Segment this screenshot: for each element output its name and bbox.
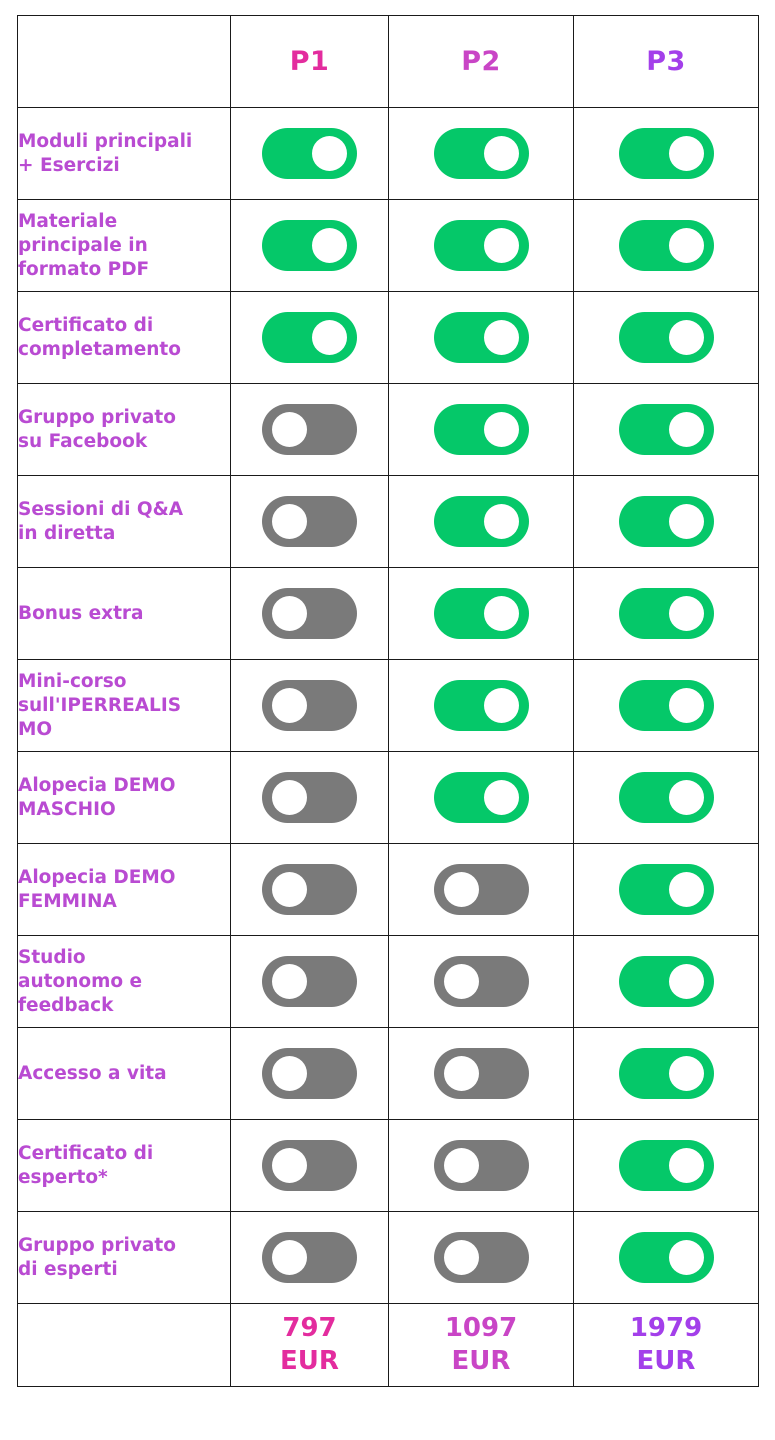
toggle-cell-p3	[574, 1120, 759, 1212]
toggle-knob	[669, 136, 704, 171]
toggle-knob	[272, 964, 307, 999]
feature-toggle[interactable]	[262, 312, 357, 363]
toggle-cell-p1	[231, 752, 389, 844]
toggle-knob	[484, 320, 519, 355]
toggle-knob	[444, 1148, 479, 1183]
feature-toggle[interactable]	[619, 680, 714, 731]
feature-row	[18, 568, 759, 660]
feature-label: Moduli principali + Esercizi	[18, 108, 231, 200]
feature-toggle[interactable]	[262, 956, 357, 1007]
feature-row	[18, 108, 759, 200]
price-cell-p2	[389, 1304, 574, 1387]
toggle-cell-p1	[231, 844, 389, 936]
toggle-cell-p1	[231, 384, 389, 476]
toggle-knob	[484, 228, 519, 263]
toggle-cell-p2	[389, 660, 574, 752]
feature-label: Gruppo privato su Facebook	[18, 384, 231, 476]
feature-row	[18, 476, 759, 568]
price-empty-cell	[18, 1304, 231, 1387]
toggle-cell-p3	[574, 1028, 759, 1120]
toggle-cell-p2	[389, 936, 574, 1028]
feature-row	[18, 844, 759, 936]
plan-header-p1: P1	[231, 16, 389, 108]
toggle-knob	[669, 964, 704, 999]
feature-toggle[interactable]	[619, 312, 714, 363]
price-currency: EUR	[280, 1346, 339, 1376]
feature-toggle[interactable]	[262, 772, 357, 823]
pricing-table	[17, 15, 759, 1387]
plan-header-p3: P3	[574, 16, 759, 108]
feature-toggle[interactable]	[619, 128, 714, 179]
feature-row	[18, 292, 759, 384]
toggle-knob	[312, 136, 347, 171]
toggle-cell-p2	[389, 844, 574, 936]
pricing-table-body	[18, 16, 759, 1387]
toggle-cell-p2	[389, 568, 574, 660]
feature-toggle[interactable]	[619, 956, 714, 1007]
feature-toggle[interactable]	[262, 680, 357, 731]
toggle-knob	[272, 1240, 307, 1275]
toggle-cell-p2	[389, 1028, 574, 1120]
feature-toggle[interactable]	[434, 864, 529, 915]
feature-toggle[interactable]	[434, 772, 529, 823]
feature-toggle[interactable]	[262, 588, 357, 639]
toggle-cell-p2	[389, 476, 574, 568]
toggle-knob	[272, 780, 307, 815]
toggle-knob	[484, 412, 519, 447]
toggle-cell-p3	[574, 476, 759, 568]
feature-toggle[interactable]	[434, 1140, 529, 1191]
toggle-knob	[484, 688, 519, 723]
feature-row	[18, 752, 759, 844]
feature-toggle[interactable]	[619, 1140, 714, 1191]
price-cell-p3	[574, 1304, 759, 1387]
toggle-knob	[669, 872, 704, 907]
feature-toggle[interactable]	[262, 864, 357, 915]
price-currency: EUR	[451, 1346, 511, 1376]
toggle-cell-p2	[389, 752, 574, 844]
toggle-cell-p1	[231, 200, 389, 292]
feature-toggle[interactable]	[619, 220, 714, 271]
toggle-cell-p1	[231, 936, 389, 1028]
feature-toggle[interactable]	[434, 680, 529, 731]
toggle-knob	[444, 872, 479, 907]
feature-toggle[interactable]	[619, 404, 714, 455]
toggle-cell-p1	[231, 1120, 389, 1212]
toggle-knob	[484, 780, 519, 815]
feature-toggle[interactable]	[262, 128, 357, 179]
toggle-cell-p3	[574, 660, 759, 752]
toggle-cell-p3	[574, 568, 759, 660]
toggle-knob	[669, 596, 704, 631]
toggle-knob	[484, 136, 519, 171]
feature-label: Bonus extra	[18, 568, 231, 660]
toggle-knob	[484, 596, 519, 631]
feature-toggle[interactable]	[434, 588, 529, 639]
feature-toggle[interactable]	[434, 128, 529, 179]
toggle-knob	[669, 504, 704, 539]
toggle-cell-p3	[574, 936, 759, 1028]
toggle-cell-p1	[231, 1028, 389, 1120]
feature-toggle[interactable]	[434, 496, 529, 547]
feature-row	[18, 384, 759, 476]
feature-label: Studio autonomo e feedback	[18, 936, 231, 1028]
price-row	[18, 1304, 759, 1387]
feature-toggle[interactable]	[434, 312, 529, 363]
plan-header-p2: P2	[389, 16, 574, 108]
toggle-cell-p1	[231, 108, 389, 200]
price-value: 1979	[629, 1313, 703, 1343]
toggle-knob	[312, 320, 347, 355]
feature-row	[18, 660, 759, 752]
feature-toggle[interactable]	[262, 496, 357, 547]
toggle-cell-p3	[574, 200, 759, 292]
toggle-cell-p1	[231, 568, 389, 660]
feature-toggle[interactable]	[619, 1232, 714, 1283]
toggle-cell-p1	[231, 476, 389, 568]
toggle-knob	[669, 780, 704, 815]
toggle-cell-p3	[574, 1212, 759, 1304]
toggle-knob	[312, 228, 347, 263]
feature-label: Sessioni di Q&A in diretta	[18, 476, 231, 568]
toggle-cell-p2	[389, 384, 574, 476]
price-value: 797	[282, 1313, 337, 1343]
feature-label: Alopecia DEMO FEMMINA	[18, 844, 231, 936]
price-cell-p1	[231, 1304, 389, 1387]
toggle-cell-p2	[389, 1212, 574, 1304]
toggle-knob	[669, 1240, 704, 1275]
feature-label: Certificato di esperto*	[18, 1120, 231, 1212]
feature-toggle[interactable]	[434, 220, 529, 271]
toggle-cell-p2	[389, 1120, 574, 1212]
feature-toggle[interactable]	[262, 220, 357, 271]
feature-toggle[interactable]	[262, 1140, 357, 1191]
toggle-knob	[272, 1148, 307, 1183]
feature-toggle[interactable]	[619, 588, 714, 639]
feature-toggle[interactable]	[262, 1048, 357, 1099]
toggle-knob	[272, 596, 307, 631]
toggle-cell-p1	[231, 292, 389, 384]
toggle-knob	[669, 1148, 704, 1183]
feature-label: Mini-corso sull'IPERREALIS MO	[18, 660, 231, 752]
toggle-cell-p1	[231, 1212, 389, 1304]
toggle-cell-p3	[574, 384, 759, 476]
header-row	[18, 16, 759, 108]
feature-toggle[interactable]	[434, 404, 529, 455]
feature-row	[18, 1212, 759, 1304]
toggle-knob	[669, 1056, 704, 1091]
price-currency: EUR	[636, 1346, 696, 1376]
feature-toggle[interactable]	[262, 404, 357, 455]
feature-toggle[interactable]	[619, 496, 714, 547]
toggle-knob	[272, 1056, 307, 1091]
feature-label: Alopecia DEMO MASCHIO	[18, 752, 231, 844]
feature-row	[18, 936, 759, 1028]
feature-toggle[interactable]	[619, 864, 714, 915]
toggle-cell-p3	[574, 292, 759, 384]
toggle-knob	[444, 964, 479, 999]
toggle-knob	[444, 1240, 479, 1275]
price-value: 1097	[444, 1313, 518, 1343]
toggle-knob	[272, 412, 307, 447]
feature-toggle[interactable]	[619, 772, 714, 823]
toggle-cell-p3	[574, 844, 759, 936]
feature-toggle[interactable]	[434, 956, 529, 1007]
toggle-cell-p2	[389, 292, 574, 384]
feature-label: Certificato di completamento	[18, 292, 231, 384]
feature-row	[18, 200, 759, 292]
toggle-knob	[669, 412, 704, 447]
feature-toggle[interactable]	[434, 1048, 529, 1099]
feature-label: Accesso a vita	[18, 1028, 231, 1120]
header-empty-cell	[18, 16, 231, 108]
feature-toggle[interactable]	[434, 1232, 529, 1283]
toggle-knob	[272, 872, 307, 907]
feature-row	[18, 1028, 759, 1120]
toggle-knob	[669, 320, 704, 355]
feature-toggle[interactable]	[619, 1048, 714, 1099]
toggle-knob	[272, 688, 307, 723]
toggle-knob	[484, 504, 519, 539]
toggle-knob	[669, 688, 704, 723]
feature-label: Gruppo privato di esperti	[18, 1212, 231, 1304]
toggle-cell-p3	[574, 752, 759, 844]
toggle-knob	[669, 228, 704, 263]
feature-toggle[interactable]	[262, 1232, 357, 1283]
toggle-cell-p3	[574, 108, 759, 200]
toggle-knob	[272, 504, 307, 539]
feature-label: Materiale principale in formato PDF	[18, 200, 231, 292]
feature-row	[18, 1120, 759, 1212]
toggle-cell-p2	[389, 108, 574, 200]
toggle-cell-p2	[389, 200, 574, 292]
toggle-cell-p1	[231, 660, 389, 752]
toggle-knob	[444, 1056, 479, 1091]
